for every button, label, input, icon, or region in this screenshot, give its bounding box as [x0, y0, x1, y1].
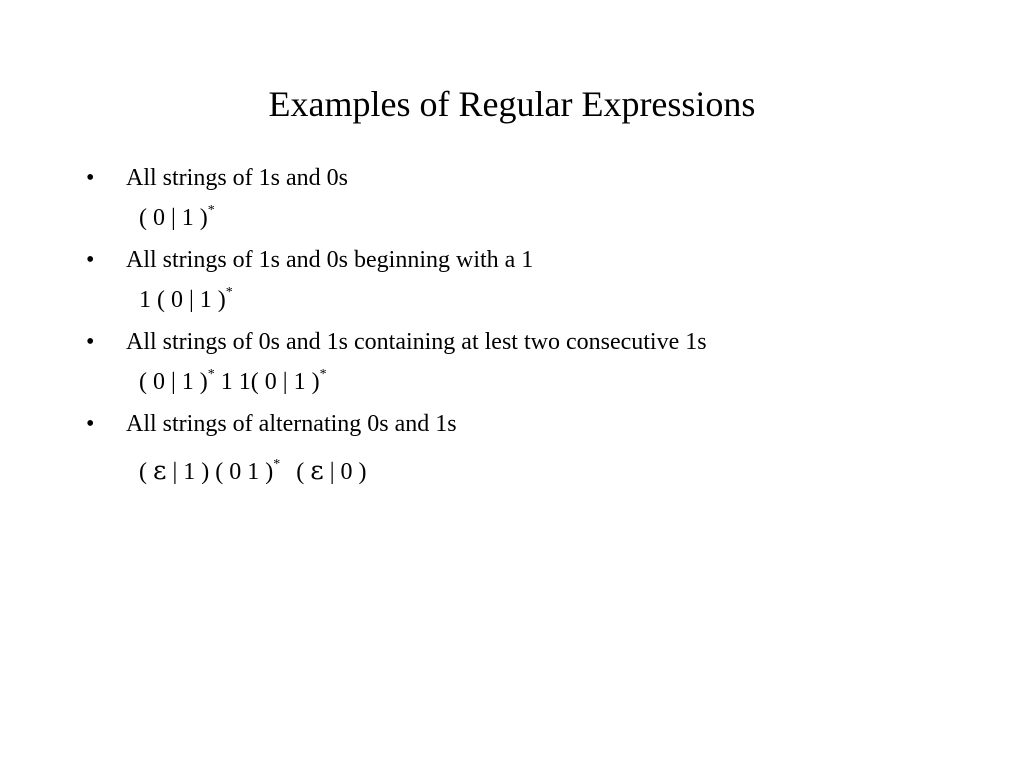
- regex-part: 1 1( 0 | 1 ): [214, 369, 320, 395]
- kleene-star: *: [207, 203, 215, 218]
- regex-part: | 1 ) ( 0 1 ): [166, 459, 274, 485]
- regex-part: ( 0 | 1 ): [139, 205, 208, 231]
- slide-title: Examples of Regular Expressions: [268, 84, 756, 124]
- kleene-star: *: [319, 367, 327, 382]
- bullet-label: All strings of 1s and 0s: [126, 165, 348, 191]
- bullet-dot-icon: •: [86, 165, 95, 191]
- regex-part: (: [139, 459, 153, 485]
- bullet-label: All strings of 0s and 1s containing at lest two consecutive 1s: [126, 329, 707, 355]
- regex-part: ( 0 | 1 ): [139, 369, 208, 395]
- regex-part: (: [290, 459, 311, 485]
- regex-expression-2: [139, 285, 233, 315]
- epsilon-symbol: ε: [153, 456, 167, 486]
- bullet-label: All strings of 1s and 0s beginning with a 1: [126, 247, 534, 273]
- kleene-star: *: [225, 285, 233, 300]
- bullet-dot-icon: •: [86, 329, 95, 355]
- epsilon-symbol: ε: [310, 456, 324, 486]
- regex-expression-1: [139, 203, 215, 233]
- bullet-dot-icon: •: [86, 247, 95, 273]
- regex-expression-3: [139, 367, 327, 397]
- bullet-label: All strings of alternating 0s and 1s: [126, 411, 457, 437]
- regex-part: 1 ( 0 | 1 ): [139, 287, 226, 313]
- kleene-star: *: [273, 457, 281, 472]
- regex-expression-4: [139, 456, 367, 487]
- kleene-star: *: [207, 367, 215, 382]
- bullet-dot-icon: •: [86, 411, 95, 437]
- regex-part: | 0 ): [323, 459, 367, 485]
